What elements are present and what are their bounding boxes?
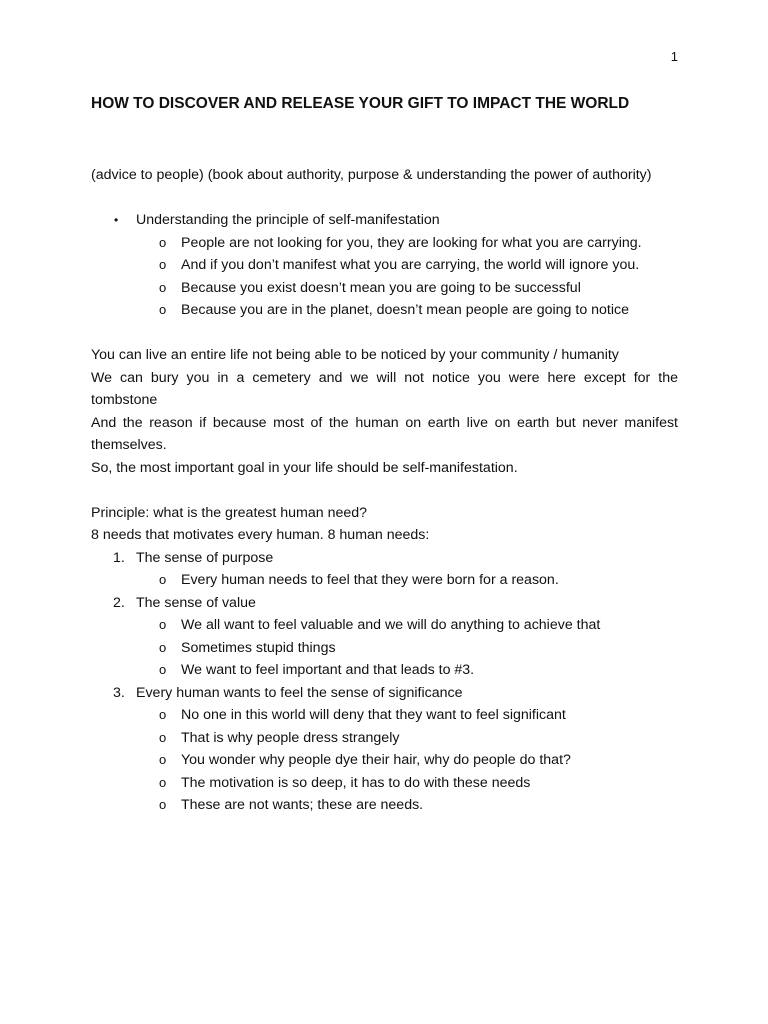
sub-marker: o [159,617,167,632]
sub-marker: o [159,572,167,587]
body-paragraph: You can live an entire life not being able to be noticed by your community / humanity [91,347,619,363]
sub-marker: o [159,257,167,272]
sub-marker: o [159,774,167,790]
sub-marker: o [159,707,167,722]
bullet-list [91,209,678,322]
sub-item-text: We want to feel important and that leads to #3. [181,662,475,678]
sub-item-text: These are not wants; these are needs. [181,797,424,813]
need-item [91,682,678,817]
sub-marker: o [159,797,167,812]
sub-item [136,659,678,682]
sub-item-text: The motivation is so deep, it has to do with these needs [181,774,531,791]
page-number: 1 [670,49,678,64]
need-sub-list [136,614,678,682]
sub-item [136,704,678,727]
sub-item-text: Because you are in the planet, doesn’t mean people are going to notice [181,302,630,318]
sub-marker: o [159,279,167,295]
sub-marker: o [159,234,167,250]
sub-item [136,794,678,817]
sub-list [136,232,678,322]
principle-line: Principle: what is the greatest human need? [91,504,368,521]
sub-item [136,299,678,322]
body-paragraph: We can bury you in a cemetery and we will not notice you were here except for the tombstone [91,369,678,408]
sub-item [136,637,678,660]
need-number: 1. [113,549,125,566]
sub-item-text: No one in this world will deny that they want to feel significant [181,707,566,723]
sub-marker: o [159,639,167,655]
need-sub-list [136,704,678,817]
bullet-item [91,209,678,322]
sub-item-text: And if you don’t manifest what you are carrying, the world will ignore you. [181,257,640,273]
sub-item-text: That is why people dress strangely [181,729,400,746]
sub-item [136,614,678,637]
sub-item [136,569,678,592]
need-sub-list [136,569,678,592]
sub-marker: o [159,302,167,317]
sub-marker: o [159,729,167,745]
sub-item [136,749,678,772]
bullet-marker: • [114,213,119,227]
document-body [91,164,678,817]
sub-item [136,254,678,277]
need-number: 2. [113,594,125,611]
need-text: Every human wants to feel the sense of significance [136,684,463,701]
need-text: The sense of purpose [136,549,274,566]
sub-item-text: Every human needs to feel that they were born for a reason. [181,572,559,588]
need-item [91,592,678,682]
sub-item [136,232,678,255]
sub-marker: o [159,662,167,677]
body-paragraph: And the reason if because most of the human on earth live on earth but never manifest themselves. [91,414,678,453]
sub-item-text: People are not looking for you, they are looking for what you are carrying. [181,234,642,251]
body-paragraph: So, the most important goal in your life should be self-manifestation. [91,459,518,476]
sub-item-text: Because you exist doesn’t mean you are going to be successful [181,279,581,296]
sub-item [136,772,678,795]
need-number: 3. [113,684,125,701]
sub-item [136,727,678,750]
sub-item-text: We all want to feel valuable and we will do anything to achieve that [181,617,601,633]
sub-marker: o [159,752,167,767]
need-text: The sense of value [136,594,256,611]
need-item [91,547,678,592]
needs-list [91,547,678,817]
intro-paragraph: (advice to people) (book about authority, purpose & understanding the power of authority) [91,167,652,183]
sub-item-text: Sometimes stupid things [181,639,336,656]
needs-intro-line: 8 needs that motivates every human. 8 human needs: [91,527,430,543]
document-title: HOW TO DISCOVER AND RELEASE YOUR GIFT TO IMPACT THE WORLD [91,95,630,112]
sub-item-text: You wonder why people dye their hair, why do people do that? [181,752,571,768]
bullet-text: Understanding the principle of self-manifestation [136,212,440,228]
sub-item [136,277,678,300]
